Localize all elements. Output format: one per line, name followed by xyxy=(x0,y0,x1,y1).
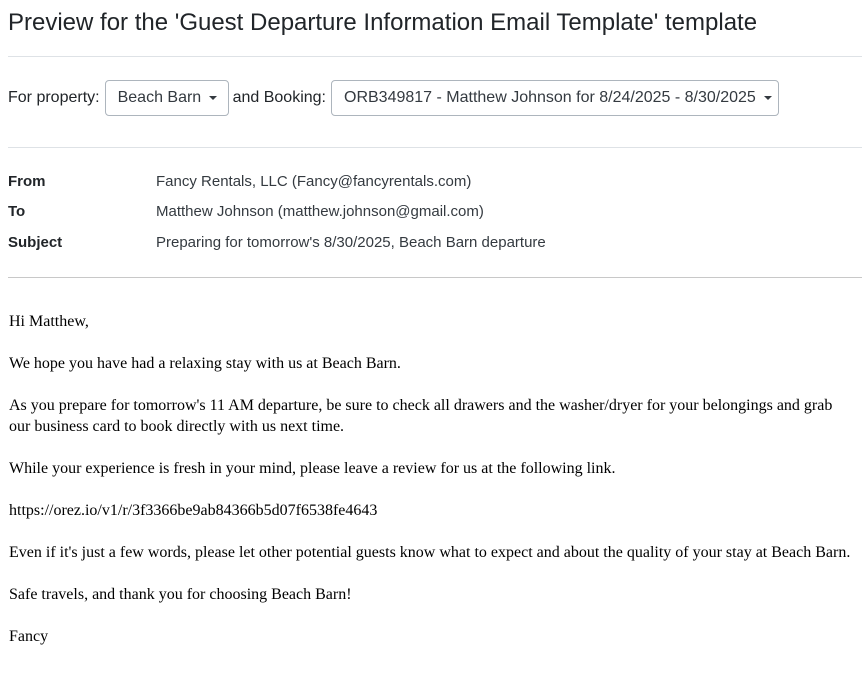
body-paragraph: As you prepare for tomorrow's 11 AM departure, be sure to check all drawers and the washer/dryer for your belongings and grab our business card to book directly with us next time. xyxy=(9,397,833,435)
meta-row-to xyxy=(8,197,546,228)
booking-dropdown-value: ORB349817 - Matthew Johnson for 8/24/2025 - 8/30/2025 xyxy=(344,89,756,106)
divider xyxy=(8,56,862,57)
divider xyxy=(8,277,862,278)
subject-value: Preparing for tomorrow's 8/30/2025, Beach Barn departure xyxy=(156,233,546,251)
property-label: For property: xyxy=(8,89,100,106)
signature: Fancy xyxy=(9,628,49,645)
booking-dropdown[interactable] xyxy=(331,80,779,116)
property-dropdown[interactable] xyxy=(105,80,229,116)
to-value: Matthew Johnson (matthew.johnson@gmail.com) xyxy=(156,203,484,221)
from-value: Fancy Rentals, LLC (Fancy@fancyrentals.com) xyxy=(156,172,472,190)
caret-down-icon xyxy=(209,96,217,100)
body-paragraph: We hope you have had a relaxing stay with us at Beach Barn. xyxy=(9,355,401,372)
meta-row-from xyxy=(8,166,546,197)
booking-label: and Booking: xyxy=(232,89,326,106)
from-label: From xyxy=(8,172,46,190)
preview-filters xyxy=(8,79,783,117)
meta-row-subject xyxy=(8,227,546,258)
divider xyxy=(8,147,862,148)
body-paragraph: While your experience is fresh in your mind, please leave a review for us at the following link. xyxy=(9,460,616,477)
greeting-paragraph: Hi Matthew, xyxy=(9,313,89,330)
body-paragraph: Even if it's just a few words, please let other potential guests know what to expect and about the quality of your stay at Beach Barn. xyxy=(9,544,851,561)
closing-paragraph: Safe travels, and thank you for choosing Beach Barn! xyxy=(9,586,352,603)
email-body xyxy=(9,311,854,668)
property-dropdown-value: Beach Barn xyxy=(117,89,202,106)
to-label: To xyxy=(8,203,26,221)
page-title: Preview for the 'Guest Departure Information Email Template' template xyxy=(8,9,758,36)
subject-label: Subject xyxy=(8,233,63,251)
review-link-text: https://orez.io/v1/r/3f3366be9ab84366b5d07f6538fe4643 xyxy=(9,502,378,519)
caret-down-icon xyxy=(764,96,772,100)
email-meta xyxy=(8,166,546,258)
